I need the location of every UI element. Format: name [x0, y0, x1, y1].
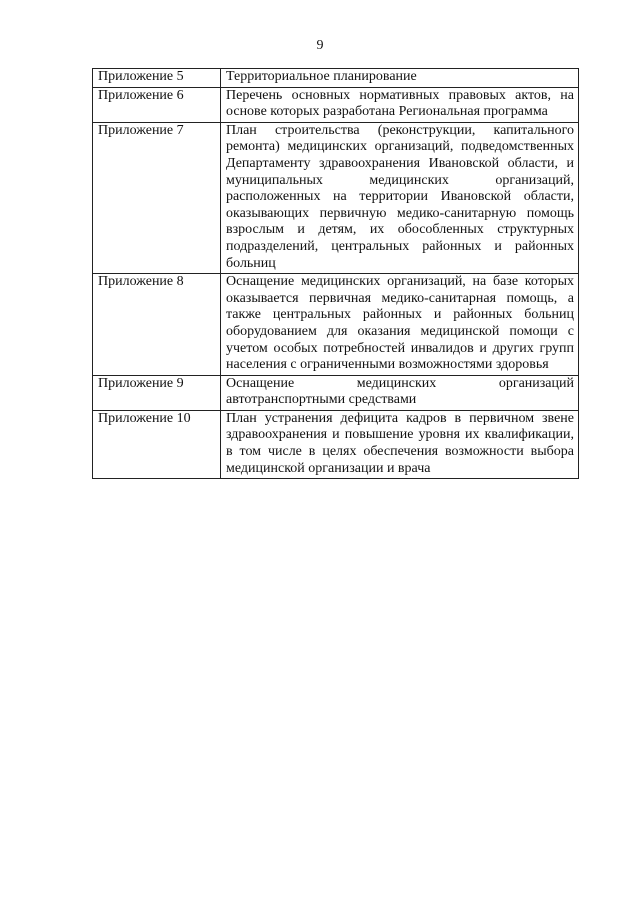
appendix-table: [92, 68, 579, 479]
appendix-label: Приложение 6: [93, 87, 221, 122]
table-row: [93, 69, 579, 88]
appendix-description: Оснащение медицинских организаций автотранспортными средствами: [221, 375, 579, 410]
appendix-label: Приложение 10: [93, 410, 221, 478]
table-row: [93, 410, 579, 478]
appendix-label: Приложение 5: [93, 69, 221, 88]
appendix-description: Перечень основных нормативных правовых актов, на основе которых разработана Региональная программа: [221, 87, 579, 122]
table-row: [93, 375, 579, 410]
table-row: [93, 122, 579, 273]
appendix-description: Территориальное планирование: [221, 69, 579, 88]
appendix-label: Приложение 9: [93, 375, 221, 410]
appendix-description: План устранения дефицита кадров в первичном звене здравоохранения и повышение уровня их квалификации, в том числе в целях обеспечения возможности выбора медицинской организации и врача: [221, 410, 579, 478]
appendix-label: Приложение 7: [93, 122, 221, 273]
table-row: [93, 274, 579, 376]
appendix-description: Оснащение медицинских организаций, на базе которых оказывается первичная медико-санитарная помощь, а также центральных районных и районных больниц оборудованием для оказания медицинской помощи с учетом особых потребностей инвалидов и других групп населения с ограниченными возможностями здоровья: [221, 274, 579, 376]
page-number: 9: [316, 38, 324, 53]
appendix-label: Приложение 8: [93, 274, 221, 376]
table-row: [93, 87, 579, 122]
appendix-description: План строительства (реконструкции, капитального ремонта) медицинских организаций, подведомственных Департаменту здравоохранения Ивановской области, и муниципальных медицинских организаций, расположенных на территории Ивановской области, оказывающих первичную медико-санитарную помощь взрослым и детям, их обособленных структурных подразделений, центральных районных и районных больниц: [221, 122, 579, 273]
